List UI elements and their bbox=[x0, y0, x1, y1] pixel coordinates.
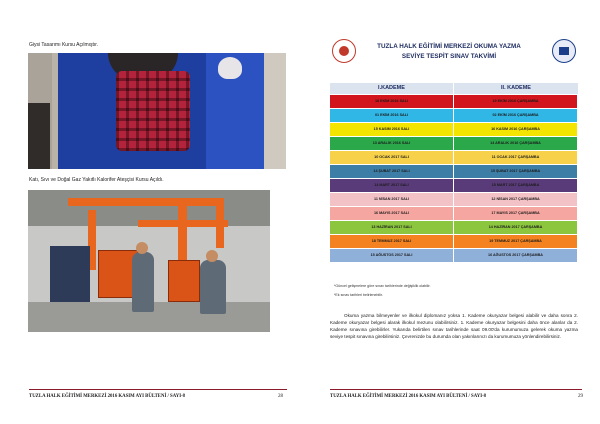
schedule-row bbox=[330, 221, 578, 234]
level-2-date: 16 AĞUSTOS 2017 ÇARŞAMBA bbox=[454, 249, 577, 262]
column-header-level-1: I.KADEME bbox=[330, 83, 453, 94]
tuzla-hem-logo-icon bbox=[552, 39, 576, 63]
left-footer-text: TUZLA HALK EĞİTİMİ MERKEZİ 2016 KASIM AYI BÜLTENİ / SAYI-8 bbox=[29, 394, 186, 399]
schedule-title: TUZLA HALK EĞİTİMİ MERKEZİ OKUMA YAZMA bbox=[377, 43, 521, 50]
level-2-date: 17 MAYIS 2017 ÇARŞAMBA bbox=[454, 207, 577, 220]
schedule-rows bbox=[330, 95, 578, 263]
level-1-date: 01 EKİM 2016 SALI bbox=[330, 109, 453, 122]
clothing-photo-caption: Giysi Tasarımı Kursu Açılmıştır. bbox=[29, 42, 99, 48]
level-2-date: 15 ŞUBAT 2017 ÇARŞAMBA bbox=[454, 165, 577, 178]
right-page bbox=[300, 0, 600, 424]
level-2-date: 15 MART 2017 ÇARŞAMBA bbox=[454, 179, 577, 192]
boiler-course-photo bbox=[28, 190, 270, 332]
schedule-note-change: *Güncel gelişmelere göre sınav tarihlerinde değişiklik olabilir. bbox=[334, 284, 431, 288]
level-1-date: 15 KASIM 2016 SALI bbox=[330, 123, 453, 136]
schedule-row bbox=[330, 137, 578, 150]
level-2-date: 14 ARALIK 2016 ÇARŞAMBA bbox=[454, 137, 577, 150]
left-footer-rule bbox=[29, 389, 287, 390]
level-1-date: 10 OCAK 2017 SALI bbox=[330, 151, 453, 164]
schedule-note-extra: *Ek sınav tarihleri belirlenebilir. bbox=[334, 293, 383, 297]
level-1-date: 16 MAYIS 2017 SALI bbox=[330, 207, 453, 220]
right-page-number: 29 bbox=[578, 394, 583, 399]
schedule-row bbox=[330, 165, 578, 178]
schedule-row bbox=[330, 179, 578, 192]
level-1-date: 13 HAZİRAN 2017 SALI bbox=[330, 221, 453, 234]
schedule-row bbox=[330, 235, 578, 248]
boiler-photo-caption: Katı, Sıvı ve Doğal Gaz Yakıtlı Kalorifer Ateşçisi Kursu Açıldı. bbox=[29, 177, 164, 183]
right-footer-text: TUZLA HALK EĞİTİMİ MERKEZİ 2016 KASIM AYI BÜLTENİ / SAYI-8 bbox=[330, 394, 487, 399]
right-footer-rule bbox=[330, 389, 582, 390]
left-page-number: 28 bbox=[278, 394, 283, 399]
level-2-date: 02 EKİM 2016 ÇARŞAMBA bbox=[454, 109, 577, 122]
clothing-course-photo bbox=[28, 53, 286, 169]
column-header-level-2: II. KADEME bbox=[454, 83, 578, 94]
schedule-row bbox=[330, 123, 578, 136]
level-2-date: 16 KASIM 2016 ÇARŞAMBA bbox=[454, 123, 577, 136]
level-1-date: 15 AĞUSTOS 2017 SALI bbox=[330, 249, 453, 262]
schedule-row bbox=[330, 151, 578, 164]
meb-logo-icon bbox=[332, 39, 356, 63]
schedule-row bbox=[330, 109, 578, 122]
level-1-date: 13 ARALIK 2016 SALI bbox=[330, 137, 453, 150]
level-2-date: 14 HAZİRAN 2017 ÇARŞAMBA bbox=[454, 221, 577, 234]
schedule-row bbox=[330, 249, 578, 262]
schedule-row bbox=[330, 95, 578, 108]
schedule-row bbox=[330, 207, 578, 220]
level-2-date: 19 TEMMUZ 2017 ÇARŞAMBA bbox=[454, 235, 577, 248]
level-1-date: 18 TEMMUZ 2017 SALI bbox=[330, 235, 453, 248]
exam-schedule-graphic bbox=[330, 37, 578, 303]
level-1-date: 14 MART 2017 SALI bbox=[330, 179, 453, 192]
schedule-row bbox=[330, 193, 578, 206]
level-1-date: 18 EKİM 2016 SALI bbox=[330, 95, 453, 108]
schedule-subtitle: SEVİYE TESPİT SINAV TAKVİMİ bbox=[401, 53, 497, 60]
level-2-date: 12 NİSAN 2017 ÇARŞAMBA bbox=[454, 193, 577, 206]
level-2-date: 11 OCAK 2017 ÇARŞAMBA bbox=[454, 151, 577, 164]
level-1-date: 14 ŞUBAT 2017 SALI bbox=[330, 165, 453, 178]
level-1-date: 11 NİSAN 2017 SALI bbox=[330, 193, 453, 206]
level-2-date: 19 EKİM 2016 ÇARŞAMBA bbox=[454, 95, 577, 108]
body-paragraph: Okuma yazma bilmeyenler ve ilkokul diplomanız yoksa 1. Kademe okuryazar belgesi alabilir ve daha sonra 2. Kademe okuryazar belgesi alarak ilkokul mezunu olabilirsiniz. 1. Kademe okuryazar belgesini daha önce alanlar da 2. Kademe sınavına girebilirler. Yukarıda belirtilen sınav tarihlerinde saat 09.00'da kurumumuza gelerek okuma yazma seviye tespit sınavına girebilirsiniz. Çevrenizde bu durumda olan yakınlarınızı da kurumumuza yönlendirebilirsiniz. bbox=[330, 313, 578, 339]
